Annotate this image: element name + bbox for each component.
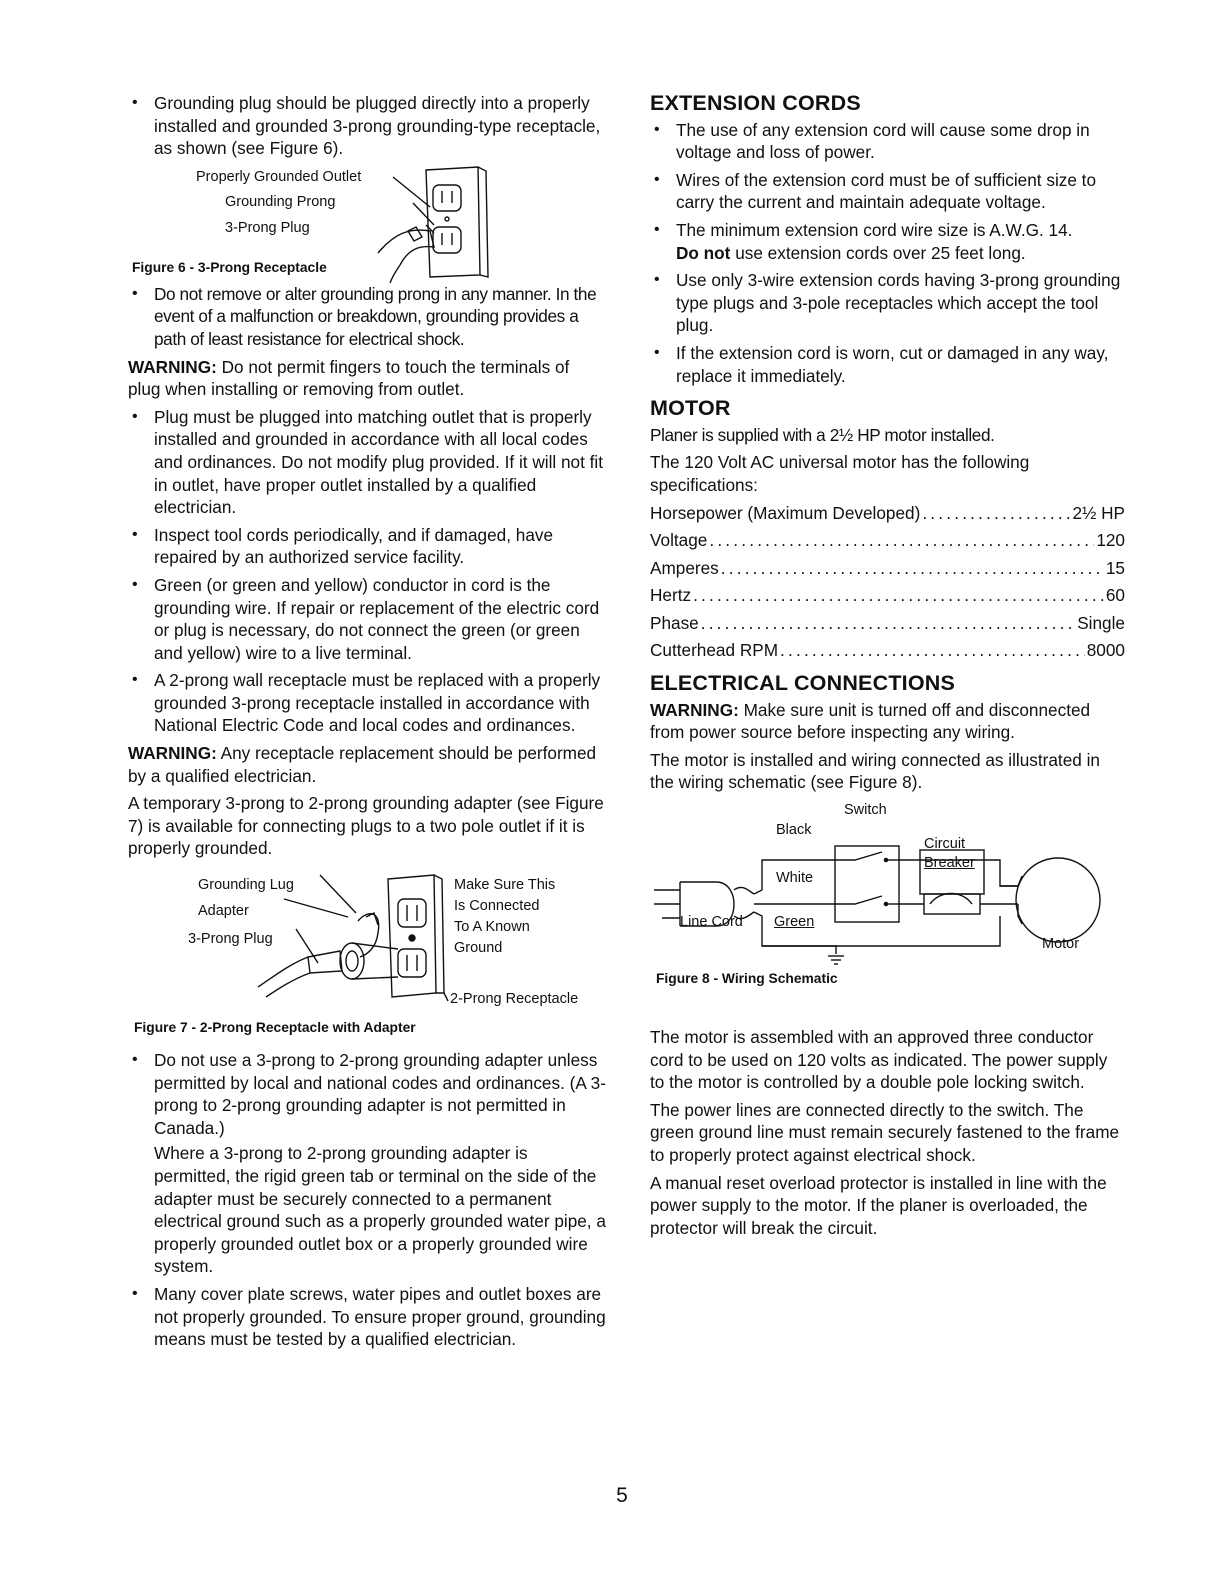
- list-item: • Many cover plate screws, water pipes and outlet boxes are not properly grounded. To ensure proper ground, grounding means must be tested by a qualified electrician.: [128, 1283, 606, 1351]
- spec-row: [650, 529, 1125, 552]
- list-item: • Do not remove or alter grounding prong in any manner. In the event of a malfunction or breakdown, grounding provides a path of least resistance for electrical shock.: [128, 283, 606, 351]
- overload-paragraph: A manual reset overload protector is installed in line with the power supply to the motor. If the planer is overloaded, the protector will break the circuit.: [650, 1172, 1107, 1238]
- label-2-prong-receptacle: 2-Prong Receptacle: [450, 991, 579, 1008]
- figure-8: [650, 802, 1125, 1026]
- spec-row: [650, 612, 1125, 635]
- spec-key: Phase: [650, 612, 699, 633]
- label-grounding-prong: Grounding Prong: [225, 193, 336, 210]
- list-item-detail: Where a 3-prong to 2-prong grounding adapter is permitted, the rigid green tab or terminal on the side of the adapter must be securely connected to a permanent electrical ground such as a properly grounded water pipe, a properly grounded outlet box or a properly grounded wire system.: [154, 1143, 606, 1277]
- spec-key: Horsepower (Maximum Developed): [650, 502, 921, 523]
- list-item: • Grounding plug should be plugged directly into a properly installed and grounded 3-prong grounding-type receptacle, as shown (see Figure 6).: [128, 92, 606, 160]
- list-item: • A 2-prong wall receptacle must be replaced with a properly grounded 3-prong receptacle installed in accordance with National Electric Code and local codes and ordinances.: [128, 669, 606, 737]
- warning-label: WARNING:: [128, 743, 217, 764]
- label-adapter: Adapter: [198, 903, 249, 920]
- list-item: • The use of any extension cord will cause some drop in voltage and loss of power.: [650, 119, 1125, 164]
- spec-row: [650, 557, 1125, 580]
- label-green: Green: [774, 914, 815, 931]
- warning-text: Do not permit fingers to touch the terminals of plug when installing or removing from outlet.: [128, 356, 570, 400]
- warning-text: Any receptacle replacement should be performed by a qualified electrician.: [128, 743, 597, 786]
- warning-replacement: [128, 742, 606, 787]
- label-3-prong-plug: 3-Prong Plug: [225, 219, 310, 236]
- list-item: • Green (or green and yellow) conductor in cord is the grounding wire. If repair or replacement of the electric cord or plug is necessary, do not connect the green (or green and yellow) wire to a live terminal.: [128, 574, 606, 664]
- label-make-sure: Make Sure This: [454, 877, 556, 894]
- label-motor: Motor: [1042, 936, 1080, 953]
- spec-value: Single: [1077, 612, 1125, 633]
- spec-key: Cutterhead RPM: [650, 640, 779, 661]
- emphasis-text: Do not: [676, 242, 731, 263]
- label-black: Black: [776, 822, 812, 839]
- label-switch: Switch: [844, 802, 887, 819]
- spec-key: Amperes: [650, 557, 719, 578]
- warning-text: Make sure unit is turned off and disconnected from power source before inspecting any wiring.: [650, 699, 1091, 743]
- label-breaker: Breaker: [924, 855, 975, 872]
- page-number: 5: [616, 1484, 628, 1507]
- motor-intro: Planer is supplied with a 2½ HP motor installed.: [650, 424, 995, 445]
- list-item: • Inspect tool cords periodically, and if damaged, have repaired by an authorized service facility.: [128, 524, 606, 569]
- spec-value: 2½ HP: [1072, 502, 1125, 523]
- heading-electrical-connections: ELECTRICAL CONNECTIONS: [650, 671, 956, 696]
- list-item-text: use extension cords over 25 feet long.: [730, 242, 1026, 263]
- spec-row: [650, 502, 1125, 525]
- figure-8-caption: Figure 8 - Wiring Schematic: [656, 971, 838, 987]
- warning-disconnect: [650, 699, 1125, 744]
- label-line-cord: Line Cord: [680, 914, 743, 931]
- figure-7: [128, 865, 606, 1043]
- spec-list: [650, 502, 1125, 663]
- adapter-paragraph: A temporary 3-prong to 2-prong grounding adapter (see Figure 7) is available for connecting plugs to a two pole outlet if it is properly grounded.: [128, 793, 604, 859]
- label-ground: Ground: [454, 940, 503, 957]
- right-column: [650, 92, 1125, 1244]
- heading-motor: MOTOR: [650, 396, 731, 421]
- spec-key: Hertz: [650, 585, 692, 606]
- label-is-connected: Is Connected: [454, 898, 540, 915]
- figure-6: [128, 165, 606, 283]
- motor-spec-intro: The 120 Volt AC universal motor has the following specifications:: [650, 452, 1030, 495]
- list-item: • Plug must be plugged into matching outlet that is properly installed and grounded in accordance with all local codes and ordinances. Do not modify plug provided. If it will not fit in outlet, have proper outlet installed by a qualified electrician.: [128, 406, 606, 519]
- wiring-paragraph: The motor is installed and wiring connected as illustrated in the wiring schematic (see Figure 8).: [650, 749, 1100, 793]
- label-to-a-known: To A Known: [454, 919, 530, 936]
- list-item: [650, 219, 1125, 264]
- label-white: White: [776, 870, 814, 887]
- label-grounding-lug: Grounding Lug: [198, 877, 294, 894]
- list-item: • Use only 3-wire extension cords having 3-prong grounding type plugs and 3-pole receptacles which accept the tool plug.: [650, 269, 1125, 337]
- warning-fingers: [128, 356, 606, 401]
- warning-label: WARNING:: [128, 356, 217, 377]
- label-3-prong-plug: 3-Prong Plug: [188, 931, 273, 948]
- left-column: [128, 92, 606, 1356]
- label-grounded-outlet: Properly Grounded Outlet: [196, 168, 362, 185]
- list-item: • Do not use a 3-prong to 2-prong grounding adapter unless permitted by local and national codes and ordinances. (A 3-prong to 2-prong grounding adapter is not permitted in Canada.): [128, 1049, 606, 1139]
- spec-value: 120: [1096, 530, 1125, 551]
- motor-assembly-paragraph: The motor is assembled with an approved three conductor cord to be used on 120 volts as indicated. The power supply to the motor is controlled by a double pole locking switch.: [650, 1027, 1108, 1093]
- list-item-text: The minimum extension cord wire size is A.W.G. 14.: [676, 219, 1073, 240]
- spec-row: [650, 639, 1125, 662]
- heading-extension-cords: EXTENSION CORDS: [650, 91, 861, 115]
- receptacle-illustration: [338, 165, 508, 285]
- spec-value: 15: [1105, 557, 1125, 578]
- spec-value: 60: [1105, 585, 1125, 606]
- figure-6-caption: Figure 6 - 3-Prong Receptacle: [132, 259, 327, 275]
- spec-value: 8000: [1086, 640, 1125, 661]
- label-circuit: Circuit: [924, 836, 966, 853]
- list-item: • Wires of the extension cord must be of sufficient size to carry the current and maintain adequate voltage.: [650, 169, 1125, 214]
- figure-7-caption: Figure 7 - 2-Prong Receptacle with Adapter: [134, 1020, 416, 1036]
- power-lines-paragraph: The power lines are connected directly to the switch. The green ground line must remain securely fastened to the frame to properly protect against electrical shock.: [650, 1099, 1120, 1165]
- spec-key: Voltage: [650, 530, 708, 551]
- warning-label: WARNING:: [650, 699, 739, 720]
- spec-row: [650, 584, 1125, 607]
- list-item: • If the extension cord is worn, cut or damaged in any way, replace it immediately.: [650, 342, 1125, 387]
- adapter-illustration: [248, 865, 458, 1015]
